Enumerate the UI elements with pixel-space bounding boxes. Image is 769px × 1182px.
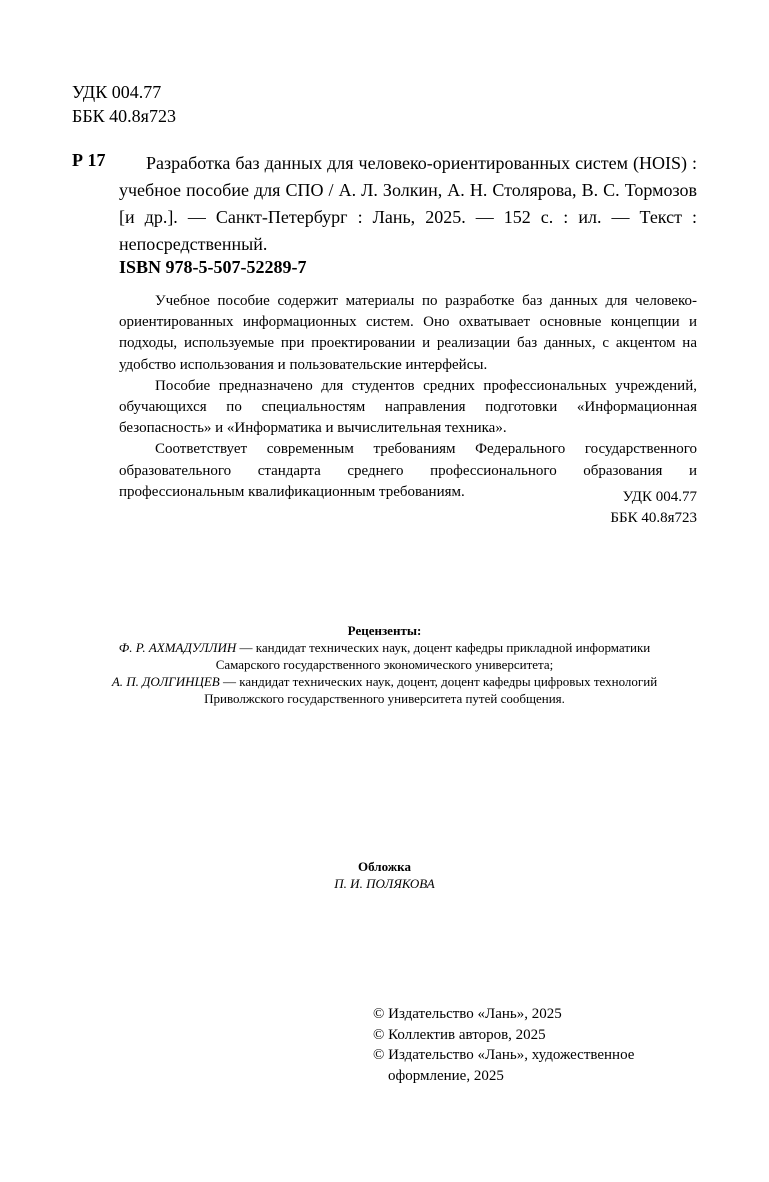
abstract-paragraph: Соответствует современным требованиям Федерального государственного образовательного стандарта среднего профессионального образования и профессиональным квалификационным требованиям. <box>119 441 697 500</box>
abstract-paragraph: Учебное пособие содержит материалы по разработке баз данных для человеко-ориентированных информационных систем. Оно охватывает основные концепции и подходы, используемые при проектировании и реализации баз данных, с акцентом на удобство использования и пользовательские интерфейсы. <box>119 293 697 373</box>
reviewer-name: Ф. Р. АХМАДУЛЛИН <box>118 640 237 655</box>
reviewer-entry <box>0 639 769 656</box>
udk-bbk-header <box>72 80 176 128</box>
abstract-paragraph: Пособие предназначено для студентов средних профессиональных учреждений, обучающихся по специальностям направления подготовки «Информационная безопасность» и «Информатика и вычислительная техника». <box>119 377 697 437</box>
reviewers-heading: Рецензенты: <box>347 623 422 638</box>
isbn: ISBN 978-5-507-52289-7 <box>119 257 307 277</box>
copyright-line: © Коллектив авторов, 2025 <box>373 1026 546 1043</box>
bibliographic-record: Разработка баз данных для человеко-ориентированных систем (HOIS) : учебное пособие для СПО / А. Л. Золкин, А. Н. Столярова, В. С. Тормозов [и др.]. — Санкт-Петербург : Лань, 2025. — 152 с. : ил. — Текст : непосредственный. <box>119 153 697 254</box>
udk-code: УДК 004.77 <box>622 489 697 505</box>
author-cipher: Р 17 <box>72 150 106 170</box>
reviewer-description: — кандидат технических наук, доцент, доцент кафедры цифровых технологий <box>219 674 658 689</box>
cover-designer: П. И. ПОЛЯКОВА <box>334 876 435 891</box>
copyright-line: © Издательство «Лань», художественное <box>373 1047 635 1063</box>
bbk-code: ББК 40.8я723 <box>72 106 176 126</box>
reviewer-description: — кандидат технических наук, доцент кафедры прикладной информатики <box>236 640 651 655</box>
bbk-code: ББК 40.8я723 <box>610 510 697 526</box>
reviewers-block <box>0 622 769 707</box>
cover-credit <box>0 858 769 892</box>
abstract <box>119 291 697 503</box>
reviewer-entry <box>0 673 769 690</box>
copyright-line: © Издательство «Лань», 2025 <box>373 1006 562 1022</box>
cover-heading: Обложка <box>358 859 411 874</box>
udk-bbk-footer <box>610 487 697 529</box>
reviewer-organization: Приволжского государственного университета путей сообщения. <box>204 691 565 706</box>
reviewer-organization: Самарского государственного экономического университета; <box>215 657 554 672</box>
copyright-line: оформление, 2025 <box>388 1067 504 1084</box>
udk-code: УДК 004.77 <box>72 82 162 102</box>
copyright-block <box>373 1004 634 1086</box>
reviewer-name: А. П. ДОЛГИНЦЕВ <box>111 674 220 689</box>
